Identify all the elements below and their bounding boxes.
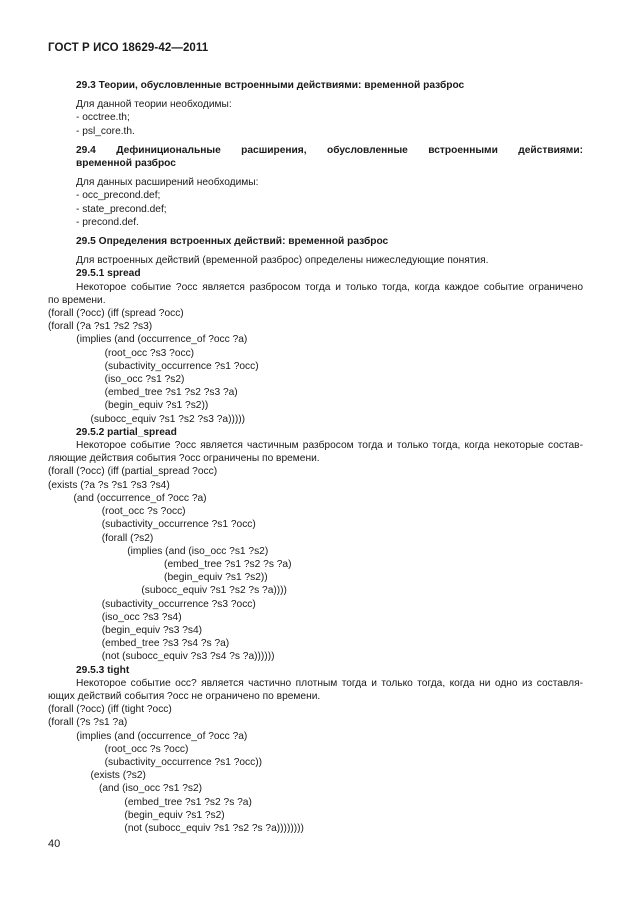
code-line: (exists (?a ?s ?s1 ?s3 ?s4) (48, 479, 170, 491)
document-body (48, 79, 583, 835)
code-line: (subactivity_occurrence ?s3 ?occ) (48, 598, 256, 610)
section-29-5-title: 29.5 Определения встроенных действий: временной разброс (76, 236, 389, 248)
section-29-3-title: 29.3 Теории, обусловленные встроенными действиями: временной разброс (76, 80, 465, 91)
code-line: (and (iso_occ ?s1 ?s2) (48, 783, 203, 795)
code-line: (begin_equiv ?s1 ?s2)) (48, 400, 209, 412)
code-line: (embed_tree ?s1 ?s2 ?s ?a) (48, 558, 292, 570)
code-line: (subocc_equiv ?s1 ?s2 ?s3 ?a))))) (48, 413, 246, 425)
code-line: (implies (and (iso_occ ?s1 ?s2) (48, 545, 269, 557)
code-line: (implies (and (occurrence_of ?occ ?a) (48, 730, 248, 742)
code-line: (forall (?occ) (iff (tight ?occ) (48, 704, 172, 716)
code-line: (not (subocc_equiv ?s3 ?s4 ?s ?a)))))) (48, 651, 275, 663)
code-line: (implies (and (occurrence_of ?occ ?a) (48, 334, 248, 346)
code-line: (iso_occ ?s1 ?s2) (48, 374, 185, 386)
code-line: (begin_equiv ?s1 ?s2) (48, 809, 225, 821)
section-29-5-intro: Для встроенных действий (временной разброс) определены нижеследующие понятия. (76, 255, 489, 267)
list-item: - state_precond.def; (76, 203, 167, 215)
code-line: (forall (?occ) (iff (spread ?occ) (48, 308, 184, 320)
subsection-partial-spread-desc-cont: ляющие действия события ?occ ограничены по времени. (48, 453, 320, 465)
code-line: (root_occ ?s3 ?occ) (48, 347, 195, 359)
list-item: - occtree.th; (76, 112, 130, 124)
code-line: (forall (?s2) (48, 532, 154, 544)
code-line: (forall (?occ) (iff (partial_spread ?occ) (48, 466, 218, 478)
page-number: 40 (48, 838, 61, 850)
subsection-spread-title: 29.5.1 spread (76, 268, 141, 280)
code-line: (embed_tree ?s3 ?s4 ?s ?a) (48, 638, 230, 650)
subsection-tight-title: 29.5.3 tight (76, 664, 130, 676)
code-line: (begin_equiv ?s3 ?s4) (48, 624, 203, 636)
code-line: (subactivity_occurrence ?s1 ?occ) (48, 360, 259, 372)
section-29-4-title-cont: временной разброс (76, 158, 176, 170)
section-29-4-intro: Для данных расширений необходимы: (76, 177, 259, 189)
code-line: (embed_tree ?s1 ?s2 ?s ?a) (48, 796, 252, 808)
code-line: (iso_occ ?s3 ?s4) (48, 611, 182, 623)
code-line: (begin_equiv ?s1 ?s2)) (48, 572, 268, 584)
code-line: (not (subocc_equiv ?s1 ?s2 ?s ?a)))))))) (48, 822, 304, 834)
subsection-partial-spread-title: 29.5.2 partial_spread (76, 426, 177, 438)
section-29-3-intro: Для данной теории необходимы: (76, 99, 232, 111)
code-line: (forall (?s ?s1 ?a) (48, 717, 128, 729)
subsection-spread-desc: Некоторое событие ?occ является разбросом тогда и только тогда, когда каждое событие ограничено (76, 281, 583, 293)
code-line: (root_occ ?s ?occ) (48, 743, 189, 755)
list-item: - psl_core.th. (76, 125, 135, 137)
list-item: - precond.def. (76, 216, 139, 228)
code-line: (root_occ ?s ?occ) (48, 506, 186, 518)
code-block-spread (48, 307, 583, 426)
section-29-4-title: 29.4 Дефинициональные расширения, обусловленные встроенными действиями: (76, 144, 583, 156)
list-item: - occ_precond.def; (76, 190, 161, 202)
code-line: (and (occurrence_of ?occ ?a) (48, 492, 207, 504)
subsection-partial-spread-desc: Некоторое событие ?occ является частичным разбросом тогда и только тогда, когда некоторые состав- (76, 440, 583, 452)
document-header: ГОСТ Р ИСО 18629-42—2011 (48, 42, 209, 54)
subsection-tight-desc-cont: ющих действий события ?occ не ограничено по времени. (48, 690, 321, 702)
code-line: (forall (?a ?s1 ?s2 ?s3) (48, 321, 153, 333)
code-line: (embed_tree ?s1 ?s2 ?s3 ?a) (48, 387, 238, 399)
code-line: (subocc_equiv ?s1 ?s2 ?s ?a)))) (48, 585, 287, 597)
subsection-tight-desc: Некоторое событие occ? является частично плотным тогда и только тогда, когда ни одно из составля- (76, 677, 583, 689)
code-line: (subactivity_occurrence ?s1 ?occ)) (48, 756, 263, 768)
code-line: (exists (?s2) (48, 770, 146, 782)
code-block-tight (48, 703, 583, 835)
subsection-spread-desc-cont: по времени. (48, 294, 106, 306)
code-block-partial-spread (48, 465, 583, 663)
code-line: (subactivity_occurrence ?s1 ?occ) (48, 519, 256, 531)
